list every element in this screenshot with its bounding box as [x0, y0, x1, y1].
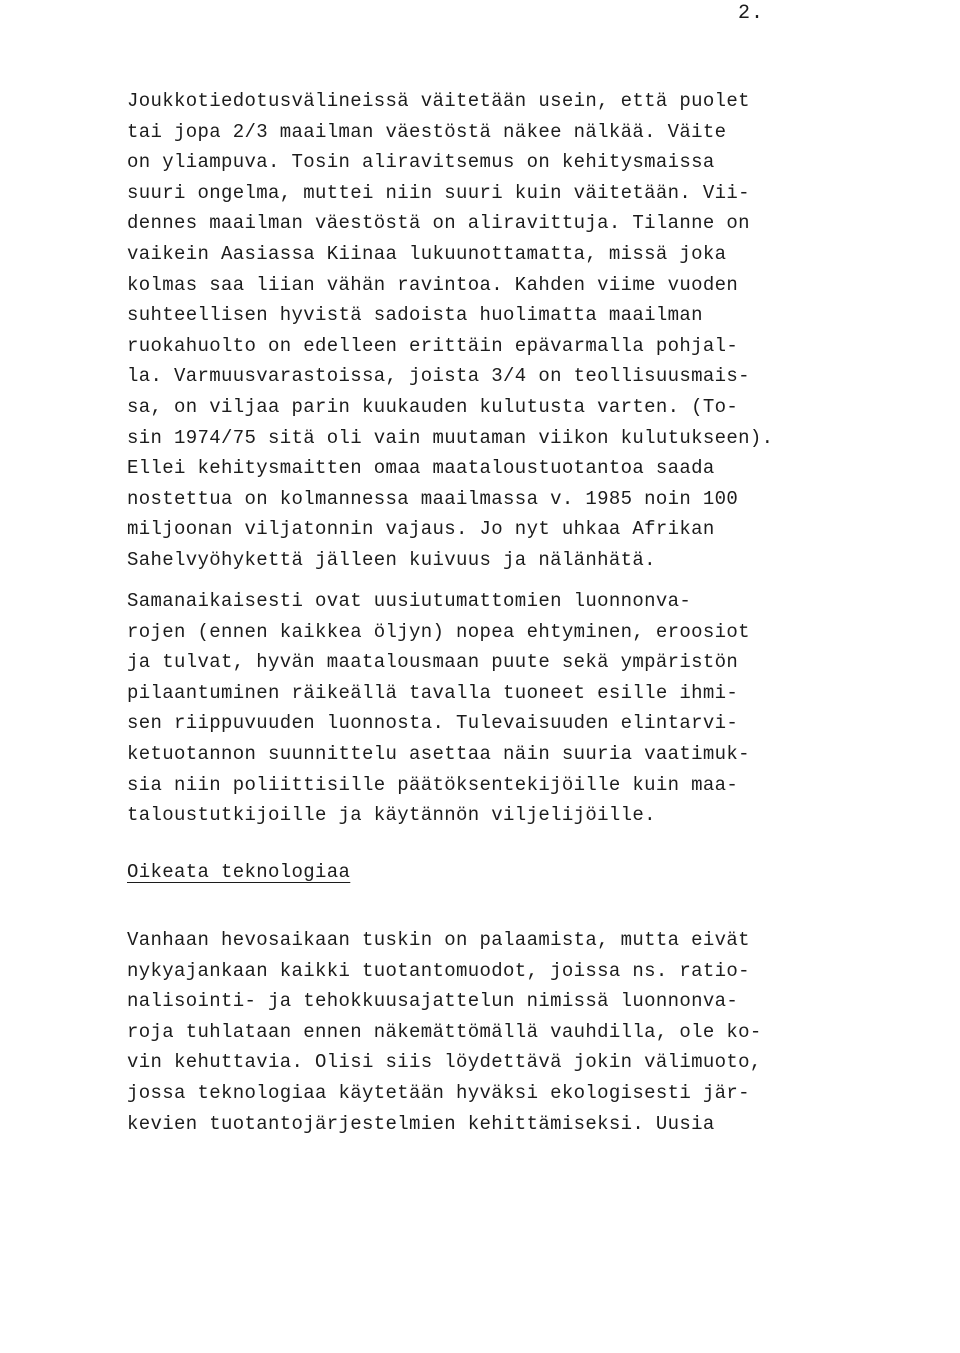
text-line: rojen (ennen kaikkea öljyn) nopea ehtyminen, eroosiot: [127, 620, 750, 643]
text-line: sia niin poliittisille päätöksentekijöille kuin maa-: [127, 773, 739, 796]
text-line: ketuotannon suunnittelu asettaa näin suuria vaatimuk-: [127, 742, 750, 765]
text-line: Vanhaan hevosaikaan tuskin on palaamista, mutta eivät: [127, 929, 750, 951]
text-line: sin 1974/75 sitä oli vain muutaman viikon kulutukseen).: [127, 426, 774, 449]
text-line: ruokahuolto on edelleen erittäin epävarmalla pohjal-: [127, 334, 739, 357]
text-line: Joukkotiedotusvälineissä väitetään usein, että puolet: [127, 90, 750, 112]
text-line: vaikein Aasiassa Kiinaa lukuunottamatta, missä joka: [127, 242, 727, 265]
text-line: kevien tuotantojärjestelmien kehittämiseksi. Uusia: [127, 1112, 715, 1135]
text-line: miljoonan viljatonnin vajaus. Jo nyt uhkaa Afrikan: [127, 518, 715, 541]
text-line: sa, on viljaa parin kuukauden kulutusta varten. (To-: [127, 395, 739, 418]
text-line: dennes maailman väestöstä on aliravittuja. Tilanne on: [127, 212, 750, 235]
text-line: kolmas saa liian vähän ravintoa. Kahden viime vuoden: [127, 273, 739, 296]
text-line: taloustutkijoille ja käytännön viljelijöille.: [127, 804, 656, 827]
text-line: vin kehuttavia. Olisi siis löydettävä jokin välimuoto,: [127, 1051, 762, 1074]
text-line: la. Varmuusvarastoissa, joista 3/4 on teollisuusmais-: [127, 365, 750, 388]
text-line: nostettua on kolmannessa maailmassa v. 1985 noin 100: [127, 487, 739, 510]
text-line: nykyajankaan kaikki tuotantomuodot, joissa ns. ratio-: [127, 959, 750, 982]
text-line: Ellei kehitysmaitten omaa maataloustuotantoa saada: [127, 457, 715, 480]
text-line: nalisointi- ja tehokkuusajattelun nimissä luonnonva-: [127, 990, 739, 1013]
text-line: ja tulvat, hyvän maatalousmaan puute sekä ympäristön: [127, 651, 739, 674]
section-heading: Oikeata teknologiaa: [127, 861, 351, 883]
text-line: sen riippuvuuden luonnosta. Tulevaisuuden elintarvi-: [127, 712, 739, 735]
text-line: Sahelvyöhykettä jälleen kuivuus ja nälänhätä.: [127, 548, 656, 571]
paragraph-technology: [127, 925, 762, 1139]
text-line: roja tuhlataan ennen näkemättömällä vauhdilla, ole ko-: [127, 1020, 762, 1043]
text-line: jossa teknologiaa käytetään hyväksi ekologisesti jär-: [127, 1081, 750, 1104]
text-line: pilaantuminen räikeällä tavalla tuoneet esille ihmi-: [127, 681, 739, 704]
page-number: 2.: [737, 2, 764, 25]
text-line: tai jopa 2/3 maailman väestöstä näkee nälkää. Väite: [127, 120, 727, 143]
text-line: suuri ongelma, muttei niin suuri kuin väitetään. Vii-: [127, 181, 750, 204]
paragraph-resources: [127, 586, 750, 831]
text-line: Samanaikaisesti ovat uusiutumattomien luonnonva-: [127, 590, 692, 612]
text-line: on yliampuva. Tosin aliravitsemus on kehitysmaissa: [127, 151, 715, 174]
text-line: suhteellisen hyvistä sadoista huolimatta maailman: [127, 304, 703, 327]
paragraph-food-supply: [127, 86, 773, 576]
